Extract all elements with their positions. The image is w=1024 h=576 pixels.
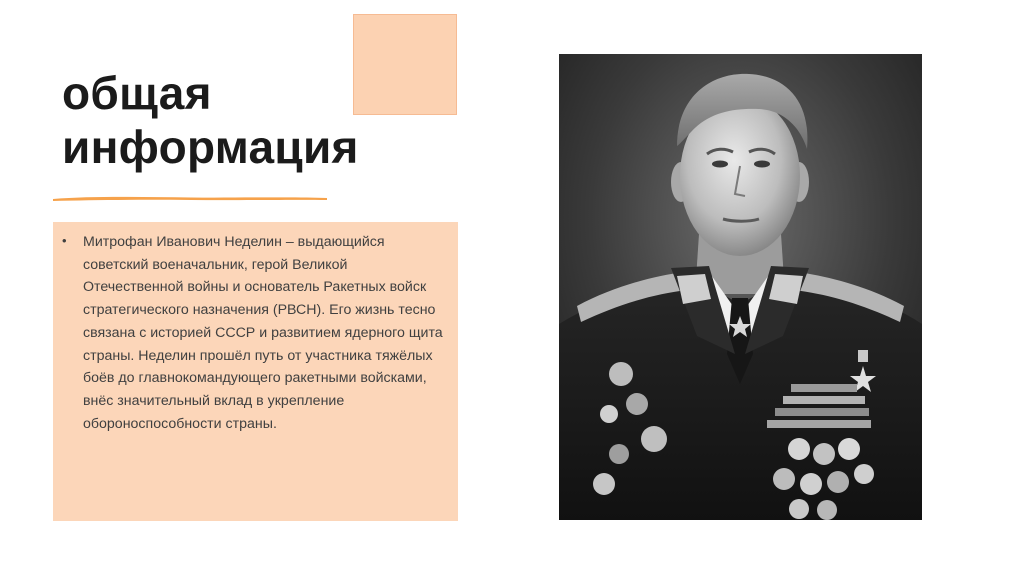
bullet-marker: • [62, 233, 67, 248]
info-panel [53, 222, 458, 521]
title-line-2: информация [62, 121, 359, 173]
slide-title [62, 66, 392, 174]
bullet-text: Митрофан Иванович Неделин – выдающийся советский военачальник, герой Великой Отечественной войны и основатель Ракетных войск стратегического назначения (РВСН). Его жизнь тесно связана с историей СССР и развитием ядерного щита страны. Неделин прошёл путь от участника тяжёлых боёв до главнокомандующего ракетными войсками, внёс значительный вклад в укрепление обороноспособности страны. [83, 234, 443, 432]
title-underline [51, 193, 329, 203]
portrait-photo [559, 54, 922, 520]
title-line-1: общая [62, 67, 212, 119]
